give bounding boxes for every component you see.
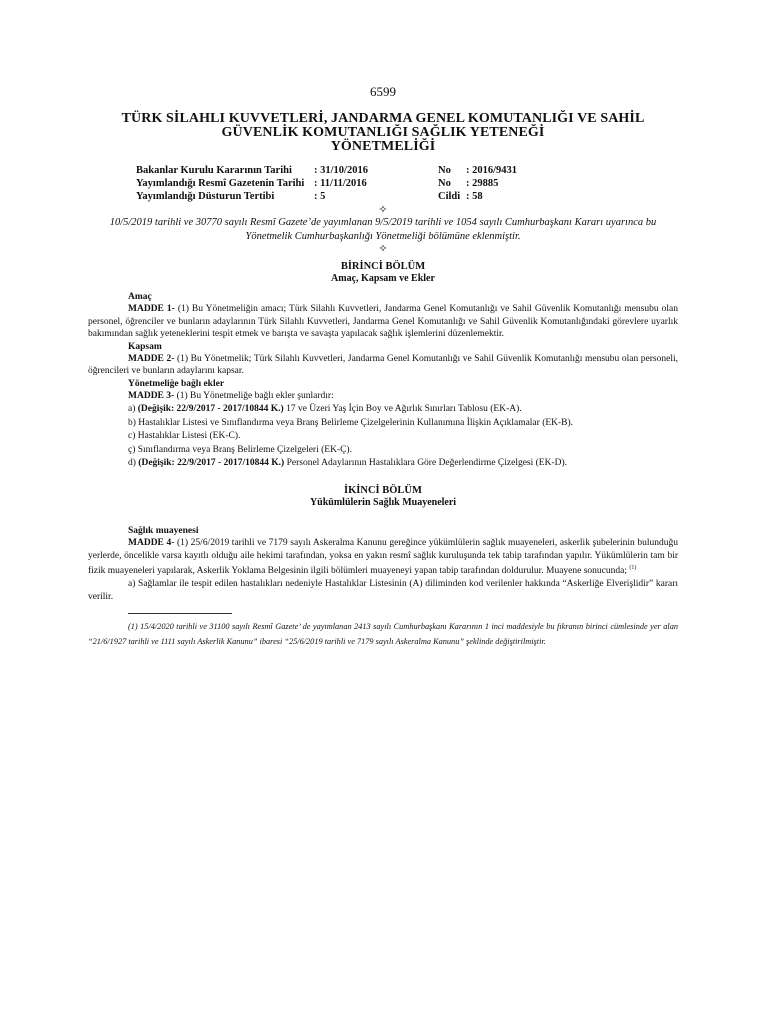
section-heading-amac: Amaç [128, 292, 152, 302]
item-text: Personel Adaylarının Hastalıklara Göre Değerlendirme Çizelgesi (EK-D). [284, 458, 568, 469]
meta-key-value: : 58 [466, 191, 483, 202]
list-item: b) Hastalıklar Listesi ve Sınıflandırma veya Branş Belirleme Çizelgelerinin Kullanımına İlişkin Açıklamalar (EK-B). [128, 417, 574, 428]
article-number: MADDE 2- [128, 353, 175, 364]
article-2 [88, 353, 678, 378]
list-item: ç) Sınıflandırma veya Branş Belirleme Çizelgeleri (EK-Ç). [128, 444, 352, 455]
document-page [88, 84, 678, 649]
title-line-2: GÜVENLİK KOMUTANLIĞI SAĞLIK YETENEĞİ [221, 125, 545, 140]
part-subtitle: Yükümlülerin Sağlık Muayeneleri [309, 496, 457, 508]
section-heading-kapsam: Kapsam [128, 341, 162, 352]
meta-value: : 11/11/2016 [314, 178, 367, 189]
amendment-note: (Değişik: 22/9/2017 - 2017/10844 K.) [138, 458, 285, 469]
ornament-icon: ✧ [378, 204, 388, 216]
list-item [128, 403, 678, 417]
title-line-1: TÜRK SİLAHLI KUVVETLERİ, JANDARMA GENEL KOMUTANLIĞI VE SAHİL [121, 111, 645, 126]
meta-row [136, 177, 678, 190]
article-4-a: a) Sağlamlar ile tespit edilen hastalıkları nedeniyle Hastalıklar Listesinin (A) diliminden kod verilenler hakkında “Askerliğe Elverişlidir” kararı verilir. [88, 578, 678, 602]
item-text: 17 ve Üzeri Yaş İçin Boy ve Ağırlık Sınırları Tablosu (EK-A). [283, 404, 522, 415]
article-number: MADDE 4- [128, 537, 175, 548]
article-text: (1) 25/6/2019 tarihli ve 7179 sayılı Askeralma Kanunu gereğince yükümlülerin sağlık muayeneleri, askerlik şubelerinin bulunduğu yerlerde, öncelikle varsa kayıtlı olduğu aile hekimi tarafından, yoksa en yakın resmî sağlık kuruluşunda tek tabip tarafından yapılır. Yükümlülerin tam bir fizik muayeneleri yapılarak, Askerlik Yoklama Belgesinin ilgili bölümleri muayeneyi yapan tabip tarafından doldurulur. Muayene sonucunda; [88, 537, 678, 577]
item-prefix: d) [128, 458, 139, 469]
article-number: MADDE 1- [128, 304, 175, 314]
meta-value: : 31/10/2016 [314, 165, 368, 176]
meta-key-value: : 2016/9431 [466, 165, 518, 176]
meta-row [136, 190, 678, 203]
amendment-note: (Değişik: 22/9/2017 - 2017/10844 K.) [137, 404, 284, 415]
ornament-icon: ✧ [378, 243, 388, 255]
meta-key-value: : 29885 [466, 178, 499, 189]
list-item [128, 457, 678, 471]
article-number: MADDE 3- [128, 390, 175, 401]
meta-label: Bakanlar Kurulu Kararının Tarihi [136, 165, 292, 176]
article-3 [128, 390, 678, 404]
article-text: (1) Bu Yönetmeliğin amacı; Türk Silahlı Kuvvetleri, Jandarma Genel Komutanlığı ve Sahil Güvenlik Komutanlığı mensubu olan personel, öğrenciler ve bunların adaylarının Türk Silahlı Kuvvetleri, Jandarma Genel Komutanlığı ve Sahil Güvenlik Komutanlığındaki görevlere uyarlık bakımından sağlık yeteneklerini tespit etmek ve barışta ve savaşta yapılacak sağlık işlemlerini düzenlemektir. [88, 304, 678, 340]
meta-label: Yayımlandığı Resmî Gazetenin Tarihi [136, 178, 305, 189]
part-title: İKİNCİ BÖLÜM [344, 484, 422, 496]
title-line-3: YÖNETMELİĞİ [330, 139, 436, 154]
regulation-title [88, 112, 678, 154]
meta-label: Yayımlandığı Düsturun Tertibi [136, 191, 275, 202]
footnote: (1) 15/4/2020 tarihli ve 31100 sayılı Resmî Gazete’ de yayımlanan 2413 sayılı Cumhurbaşkanı Kararının 1 inci maddesiyle bu fıkranın birinci cümlesinde yer alan “21/6/1927 tarihli ve 1111 sayılı Askerlik Kanunu” ibaresi “25/6/2019 tarihli ve 7179 sayılı Askeralma Kanunu” şeklinde değiştirilmiştir. [88, 622, 678, 646]
meta-row [136, 164, 678, 177]
article-4 [88, 537, 678, 578]
article-text: (1) Bu Yönetmeliğe bağlı ekler şunlardır: [174, 390, 334, 401]
list-item: c) Hastalıklar Listesi (EK-C). [128, 431, 241, 442]
meta-key: Cildi [438, 191, 461, 202]
part-subtitle: Amaç, Kapsam ve Ekler [331, 273, 435, 284]
publication-info [136, 164, 678, 203]
meta-key: No [438, 178, 451, 189]
footnote-ref: (1) [629, 565, 637, 572]
intro-note: 10/5/2019 tarihli ve 30770 sayılı Resmî Gazete’de yayımlanan 9/5/2019 tarihli ve 1054 sayılı Cumhurbaşkanı Kararı uyarınca bu Yönetmelik Cumhurbaşkanlığı Yönetmeliği bölümüne eklenmiştir. [109, 217, 657, 242]
section-heading-saglik: Sağlık muayenesi [128, 525, 199, 536]
part-title: BİRİNCİ BÖLÜM [340, 261, 426, 272]
meta-value: : 5 [314, 191, 326, 202]
article-text: (1) Bu Yönetmelik; Türk Silahlı Kuvvetleri, Jandarma Genel Komutanlığı ve Sahil Güvenlik Komutanlığı mensubu olan personeli, öğrencileri ve bunların adaylarını kapsar. [88, 353, 678, 377]
meta-key: No [438, 165, 451, 176]
item-prefix: a) [128, 404, 138, 415]
section-heading-ekler: Yönetmeliğe bağlı ekler [128, 378, 225, 389]
page-number: 6599 [370, 84, 396, 99]
article-1 [88, 303, 678, 341]
footnote-divider [128, 613, 232, 614]
